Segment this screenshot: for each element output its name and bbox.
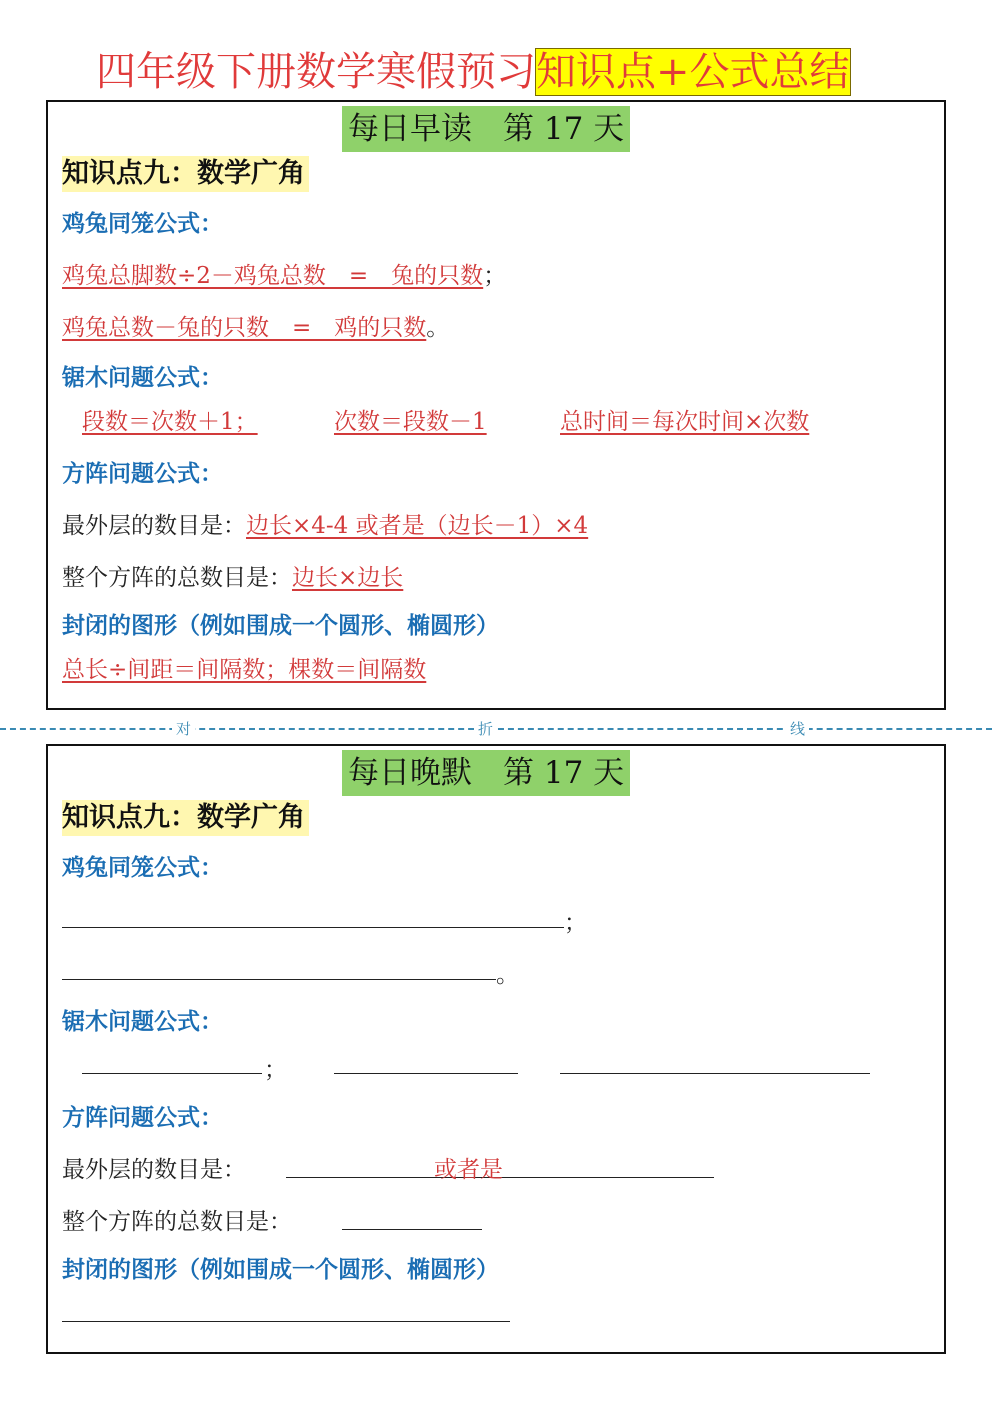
reading-s2-formula3: 总时间＝每次时间×次数 xyxy=(560,409,810,435)
fold-label-2: 折 xyxy=(474,718,497,739)
reading-s1-end2: 。 xyxy=(426,315,450,341)
reading-s3-title: 方阵问题公式： xyxy=(62,460,223,487)
reading-s2-formula1: 段数＝次数＋1； xyxy=(82,409,258,435)
recall-s3-l2-blank[interactable] xyxy=(342,1229,482,1230)
recall-s2-blank2[interactable] xyxy=(334,1073,518,1074)
fold-label-1: 对 xyxy=(172,718,195,739)
reading-s3-l1-answer: 边长×4-4 或者是（边长－1）×4 xyxy=(246,513,589,539)
recall-s2-sep: ； xyxy=(264,1057,287,1083)
fold-label-3: 线 xyxy=(786,718,809,739)
reading-s3-l1-label: 最外层的数目是： xyxy=(62,513,246,539)
evening-recall-box xyxy=(46,744,946,1354)
reading-s3-l2-answer: 边长×边长 xyxy=(292,565,404,591)
title-main: 四年级下册数学寒假预习 xyxy=(96,49,536,95)
morning-reading-box xyxy=(46,100,946,710)
reading-knowledge-point: 知识点九：数学广角 xyxy=(62,156,309,192)
reading-s1-line1 xyxy=(62,257,506,290)
reading-s1-line2 xyxy=(62,309,449,342)
reading-s3-line2 xyxy=(62,559,403,592)
reading-s4-answer: 总长÷间距＝间隔数；棵数＝间隔数 xyxy=(62,657,427,683)
recall-s4-title: 封闭的图形（例如围成一个圆形、椭圆形） xyxy=(62,1256,499,1283)
reading-s2-formula2: 次数＝段数－1 xyxy=(334,409,487,435)
recall-s2-blank1[interactable] xyxy=(82,1073,262,1074)
recall-s1-end2: 。 xyxy=(496,962,519,988)
reading-s1-formula2: 鸡兔总数－兔的只数 = 鸡的只数 xyxy=(62,315,427,341)
reading-s1-formula1: 鸡兔总脚数÷2－鸡兔总数 = 兔的只数 xyxy=(62,263,484,289)
reading-s3-line1 xyxy=(62,507,588,540)
recall-s2-title: 锯木问题公式： xyxy=(62,1008,223,1035)
recall-s3-l2-label: 整个方阵的总数目是： xyxy=(62,1209,292,1235)
reading-s3-l2-label: 整个方阵的总数目是： xyxy=(62,565,292,591)
reading-s4-title: 封闭的图形（例如围成一个圆形、椭圆形） xyxy=(62,612,499,639)
recall-s1-blank1[interactable] xyxy=(62,927,564,928)
recall-knowledge-point: 知识点九：数学广角 xyxy=(62,800,309,836)
recall-heading: 每日晚默 第 17 天 xyxy=(342,750,630,796)
recall-s4-blank[interactable] xyxy=(62,1321,510,1322)
reading-heading: 每日早读 第 17 天 xyxy=(342,106,630,152)
reading-s1-end1: ； xyxy=(483,263,507,289)
reading-s1-title: 鸡兔同笼公式： xyxy=(62,210,223,237)
recall-s3-l1-mid: 或者是 xyxy=(434,1157,503,1183)
title-highlight: 知识点+公式总结 xyxy=(536,49,850,95)
recall-s2-blank3[interactable] xyxy=(560,1073,870,1074)
recall-s3-l1-label: 最外层的数目是： xyxy=(62,1157,246,1183)
recall-s1-title: 鸡兔同笼公式： xyxy=(62,854,223,881)
recall-s1-end1: ； xyxy=(564,910,587,936)
page-title xyxy=(96,42,850,102)
recall-s3-title: 方阵问题公式： xyxy=(62,1104,223,1131)
recall-s1-blank2[interactable] xyxy=(62,979,496,980)
reading-s2-title: 锯木问题公式： xyxy=(62,364,223,391)
